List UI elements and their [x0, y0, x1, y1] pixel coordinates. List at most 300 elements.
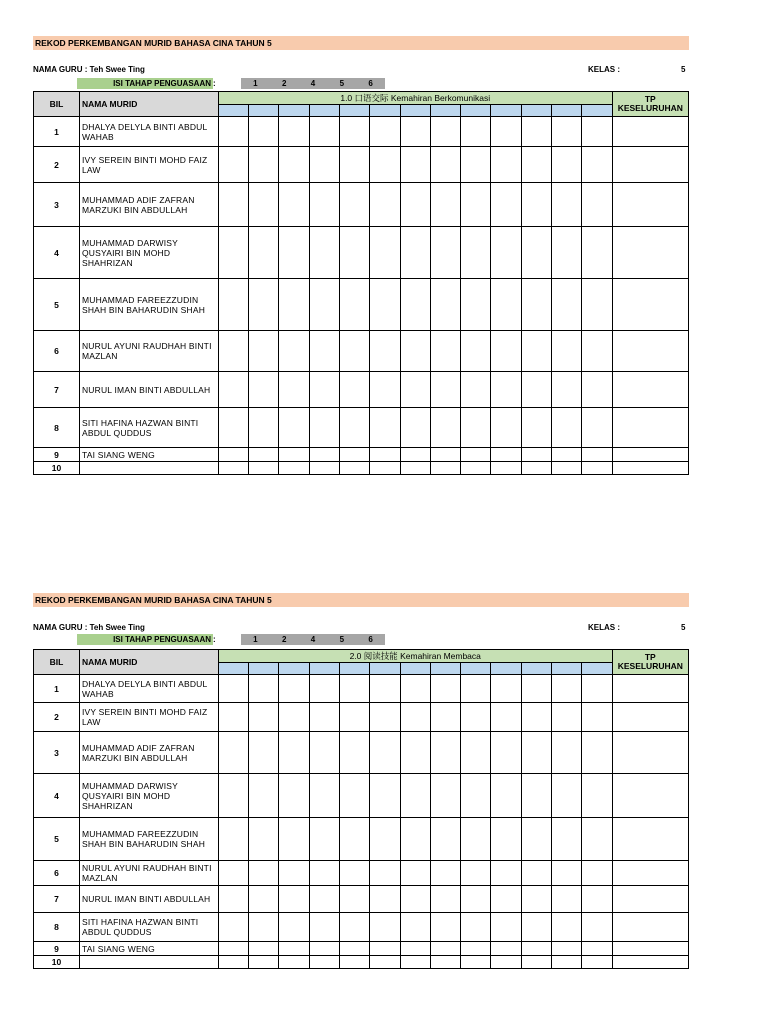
score-cell[interactable]: [582, 448, 612, 462]
score-cell[interactable]: [249, 818, 279, 861]
score-cell[interactable]: [309, 117, 339, 147]
score-cell[interactable]: [551, 774, 581, 818]
score-cell[interactable]: [249, 462, 279, 475]
sub-header-cell: [309, 105, 339, 117]
score-cell[interactable]: [521, 227, 551, 279]
col-header-tp: [612, 650, 688, 675]
score-cell[interactable]: [340, 117, 370, 147]
score-cell[interactable]: [461, 331, 491, 372]
score-cell[interactable]: [491, 703, 521, 732]
score-cell[interactable]: [551, 942, 581, 956]
score-cell[interactable]: [582, 183, 612, 227]
score-cell[interactable]: [400, 372, 430, 408]
score-cell[interactable]: [218, 732, 248, 774]
score-cell[interactable]: [430, 448, 460, 462]
score-cell[interactable]: [461, 913, 491, 942]
score-cell[interactable]: [370, 331, 400, 372]
score-cell[interactable]: [551, 956, 581, 969]
score-cell[interactable]: [461, 818, 491, 861]
score-cell[interactable]: [461, 675, 491, 703]
score-cell[interactable]: [309, 408, 339, 448]
score-cell[interactable]: [400, 462, 430, 475]
table-row: [34, 462, 689, 475]
score-cell[interactable]: [339, 675, 369, 703]
score-cell[interactable]: [249, 732, 279, 774]
score-cell[interactable]: [309, 372, 339, 408]
score-cell[interactable]: [279, 183, 309, 227]
score-cell[interactable]: [279, 462, 309, 475]
score-cell[interactable]: [218, 886, 248, 913]
score-cell[interactable]: [279, 774, 309, 818]
score-cell[interactable]: [551, 462, 581, 475]
score-cell[interactable]: [249, 331, 279, 372]
score-cell[interactable]: [249, 279, 279, 331]
score-cell[interactable]: [551, 183, 581, 227]
overall-score-cell[interactable]: [612, 913, 688, 942]
score-cell[interactable]: [582, 818, 612, 861]
score-cell[interactable]: [551, 117, 581, 147]
score-cell[interactable]: [491, 675, 521, 703]
class-value: 5: [681, 623, 686, 632]
score-cell[interactable]: [309, 279, 339, 331]
score-cell[interactable]: [218, 956, 248, 969]
score-cell[interactable]: [582, 408, 612, 448]
score-cell[interactable]: [551, 886, 581, 913]
score-cell[interactable]: [400, 703, 430, 732]
score-cell[interactable]: [521, 956, 551, 969]
score-cell[interactable]: [370, 279, 400, 331]
score-cell[interactable]: [218, 331, 248, 372]
overall-score-cell[interactable]: [612, 703, 688, 732]
score-cell[interactable]: [370, 861, 400, 886]
score-cell[interactable]: [309, 732, 339, 774]
score-cell[interactable]: [430, 462, 460, 475]
score-cell[interactable]: [309, 147, 339, 183]
score-cell[interactable]: [430, 732, 460, 774]
score-cell[interactable]: [279, 861, 309, 886]
score-cell[interactable]: [400, 675, 430, 703]
student-name: MUHAMMAD ADIF ZAFRAN MARZUKI BIN ABDULLAH: [79, 183, 218, 227]
score-cell[interactable]: [491, 183, 521, 227]
score-cell[interactable]: [430, 913, 460, 942]
score-cell[interactable]: [279, 117, 309, 147]
score-cell[interactable]: [430, 147, 460, 183]
level-value: 2: [281, 79, 287, 88]
score-cell[interactable]: [582, 462, 612, 475]
score-cell[interactable]: [551, 732, 581, 774]
score-cell[interactable]: [551, 818, 581, 861]
score-cell[interactable]: [370, 227, 400, 279]
score-cell[interactable]: [461, 886, 491, 913]
score-cell[interactable]: [582, 147, 612, 183]
score-cell[interactable]: [249, 183, 279, 227]
score-cell[interactable]: [249, 956, 279, 969]
score-cell[interactable]: [279, 942, 309, 956]
score-cell[interactable]: [370, 117, 400, 147]
sub-header-cell: [249, 663, 279, 675]
score-cell[interactable]: [218, 462, 248, 475]
score-cell[interactable]: [491, 279, 521, 331]
score-cell[interactable]: [370, 732, 400, 774]
teacher-name: NAMA GURU : Teh Swee Ting: [33, 65, 145, 74]
score-cell[interactable]: [551, 279, 581, 331]
score-cell[interactable]: [309, 462, 339, 475]
score-cell[interactable]: [430, 331, 460, 372]
overall-score-cell[interactable]: [612, 331, 688, 372]
score-cell[interactable]: [279, 703, 309, 732]
score-cell[interactable]: [279, 147, 309, 183]
score-cell[interactable]: [400, 774, 430, 818]
sub-header-cell: [430, 663, 460, 675]
score-cell[interactable]: [370, 818, 400, 861]
score-cell[interactable]: [582, 675, 612, 703]
score-cell[interactable]: [461, 183, 491, 227]
score-cell[interactable]: [551, 861, 581, 886]
score-cell[interactable]: [340, 408, 370, 448]
score-cell[interactable]: [430, 227, 460, 279]
score-cell[interactable]: [309, 448, 339, 462]
score-cell[interactable]: [218, 117, 248, 147]
score-cell[interactable]: [340, 227, 370, 279]
score-cell[interactable]: [279, 956, 309, 969]
score-cell[interactable]: [461, 942, 491, 956]
score-cell[interactable]: [491, 774, 521, 818]
score-cell[interactable]: [582, 703, 612, 732]
score-cell[interactable]: [370, 448, 400, 462]
score-cell[interactable]: [430, 818, 460, 861]
overall-score-cell[interactable]: [612, 183, 688, 227]
score-cell[interactable]: [582, 861, 612, 886]
score-cell[interactable]: [491, 408, 521, 448]
score-cell[interactable]: [521, 913, 551, 942]
score-cell[interactable]: [309, 774, 339, 818]
score-cell[interactable]: [400, 117, 430, 147]
score-cell[interactable]: [461, 956, 491, 969]
score-cell[interactable]: [249, 117, 279, 147]
score-cell[interactable]: [582, 886, 612, 913]
score-cell[interactable]: [430, 117, 460, 147]
score-cell[interactable]: [521, 703, 551, 732]
overall-score-cell[interactable]: [612, 448, 688, 462]
score-cell[interactable]: [249, 227, 279, 279]
score-cell[interactable]: [279, 408, 309, 448]
score-cell[interactable]: [430, 942, 460, 956]
score-cell[interactable]: [521, 818, 551, 861]
score-cell[interactable]: [430, 372, 460, 408]
score-cell[interactable]: [279, 448, 309, 462]
score-cell[interactable]: [400, 942, 430, 956]
score-cell[interactable]: [521, 279, 551, 331]
score-cell[interactable]: [491, 913, 521, 942]
score-cell[interactable]: [279, 279, 309, 331]
score-cell[interactable]: [279, 331, 309, 372]
score-cell[interactable]: [279, 227, 309, 279]
score-cell[interactable]: [339, 774, 369, 818]
score-cell[interactable]: [249, 408, 279, 448]
score-cell[interactable]: [430, 956, 460, 969]
score-cell[interactable]: [218, 227, 248, 279]
score-cell[interactable]: [370, 147, 400, 183]
score-cell[interactable]: [491, 462, 521, 475]
score-cell[interactable]: [370, 408, 400, 448]
score-cell[interactable]: [430, 861, 460, 886]
score-cell[interactable]: [491, 448, 521, 462]
overall-score-cell[interactable]: [612, 861, 688, 886]
score-cell[interactable]: [400, 279, 430, 331]
score-cell[interactable]: [370, 703, 400, 732]
score-cell[interactable]: [339, 913, 369, 942]
score-cell[interactable]: [279, 913, 309, 942]
score-cell[interactable]: [551, 675, 581, 703]
record-title: REKOD PERKEMBANGAN MURID BAHASA CINA TAHUN 5: [33, 593, 689, 607]
score-cell[interactable]: [340, 448, 370, 462]
score-cell[interactable]: [551, 408, 581, 448]
table-row: [34, 774, 689, 818]
score-cell[interactable]: [461, 462, 491, 475]
score-cell[interactable]: [400, 861, 430, 886]
score-cell[interactable]: [582, 942, 612, 956]
score-cell[interactable]: [279, 372, 309, 408]
score-cell[interactable]: [491, 861, 521, 886]
score-cell[interactable]: [249, 774, 279, 818]
score-cell[interactable]: [551, 913, 581, 942]
score-cell[interactable]: [249, 147, 279, 183]
sub-header-cell: [461, 663, 491, 675]
score-cell[interactable]: [521, 117, 551, 147]
score-cell[interactable]: [521, 942, 551, 956]
overall-score-cell[interactable]: [612, 675, 688, 703]
score-cell[interactable]: [249, 942, 279, 956]
table-row: [34, 408, 689, 448]
score-cell[interactable]: [309, 331, 339, 372]
score-cell[interactable]: [521, 861, 551, 886]
score-cell[interactable]: [309, 227, 339, 279]
overall-score-cell[interactable]: [612, 279, 688, 331]
score-cell[interactable]: [339, 956, 369, 969]
score-cell[interactable]: [430, 183, 460, 227]
record-table: [33, 91, 689, 475]
score-cell[interactable]: [491, 942, 521, 956]
score-cell[interactable]: [279, 732, 309, 774]
score-cell[interactable]: [521, 147, 551, 183]
score-cell[interactable]: [491, 331, 521, 372]
score-cell[interactable]: [430, 408, 460, 448]
score-cell[interactable]: [370, 942, 400, 956]
score-cell[interactable]: [218, 147, 248, 183]
score-cell[interactable]: [461, 147, 491, 183]
score-cell[interactable]: [491, 372, 521, 408]
score-cell[interactable]: [340, 279, 370, 331]
score-cell[interactable]: [430, 703, 460, 732]
score-cell[interactable]: [400, 331, 430, 372]
score-cell[interactable]: [339, 732, 369, 774]
score-cell[interactable]: [521, 331, 551, 372]
score-cell[interactable]: [491, 147, 521, 183]
score-cell[interactable]: [339, 942, 369, 956]
overall-score-cell[interactable]: [612, 227, 688, 279]
score-cell[interactable]: [521, 448, 551, 462]
score-cell[interactable]: [218, 183, 248, 227]
score-cell[interactable]: [339, 818, 369, 861]
score-cell[interactable]: [218, 818, 248, 861]
score-cell[interactable]: [461, 861, 491, 886]
table-row: [34, 147, 689, 183]
score-cell[interactable]: [430, 886, 460, 913]
score-cell[interactable]: [309, 913, 339, 942]
score-cell[interactable]: [370, 675, 400, 703]
score-cell[interactable]: [491, 818, 521, 861]
score-cell[interactable]: [370, 913, 400, 942]
score-cell[interactable]: [370, 462, 400, 475]
score-cell[interactable]: [491, 227, 521, 279]
score-cell[interactable]: [521, 408, 551, 448]
score-cell[interactable]: [218, 448, 248, 462]
score-cell[interactable]: [309, 675, 339, 703]
score-cell[interactable]: [400, 956, 430, 969]
score-cell[interactable]: [582, 913, 612, 942]
score-cell[interactable]: [309, 886, 339, 913]
score-cell[interactable]: [461, 279, 491, 331]
score-cell[interactable]: [551, 331, 581, 372]
overall-score-cell[interactable]: [612, 372, 688, 408]
score-cell[interactable]: [218, 372, 248, 408]
score-cell[interactable]: [249, 703, 279, 732]
overall-score-cell[interactable]: [612, 774, 688, 818]
score-cell[interactable]: [340, 183, 370, 227]
score-cell[interactable]: [582, 956, 612, 969]
score-cell[interactable]: [461, 227, 491, 279]
score-cell[interactable]: [249, 913, 279, 942]
score-cell[interactable]: [551, 227, 581, 279]
score-cell[interactable]: [400, 183, 430, 227]
overall-score-cell[interactable]: [612, 462, 688, 475]
score-cell[interactable]: [370, 183, 400, 227]
overall-score-cell[interactable]: [612, 117, 688, 147]
score-cell[interactable]: [218, 279, 248, 331]
score-cell[interactable]: [309, 956, 339, 969]
score-cell[interactable]: [521, 774, 551, 818]
score-cell[interactable]: [461, 117, 491, 147]
score-cell[interactable]: [461, 408, 491, 448]
score-cell[interactable]: [370, 774, 400, 818]
overall-score-cell[interactable]: [612, 818, 688, 861]
sub-header-cell: [370, 663, 400, 675]
overall-score-cell[interactable]: [612, 147, 688, 183]
score-cell[interactable]: [279, 818, 309, 861]
score-cell[interactable]: [218, 675, 248, 703]
score-cell[interactable]: [218, 913, 248, 942]
isi-tahap-label: ISI TAHAP PENGUASAAN: [77, 634, 213, 645]
score-cell[interactable]: [400, 448, 430, 462]
overall-score-cell[interactable]: [612, 408, 688, 448]
score-cell[interactable]: [249, 448, 279, 462]
score-cell[interactable]: [551, 448, 581, 462]
score-cell[interactable]: [400, 913, 430, 942]
score-cell[interactable]: [340, 147, 370, 183]
score-cell[interactable]: [309, 703, 339, 732]
score-cell[interactable]: [249, 886, 279, 913]
score-cell[interactable]: [582, 227, 612, 279]
score-cell[interactable]: [430, 279, 460, 331]
score-cell[interactable]: [309, 818, 339, 861]
score-cell[interactable]: [309, 861, 339, 886]
score-cell[interactable]: [340, 331, 370, 372]
score-cell[interactable]: [279, 675, 309, 703]
score-cell[interactable]: [551, 703, 581, 732]
overall-score-cell[interactable]: [612, 886, 688, 913]
score-cell[interactable]: [400, 732, 430, 774]
score-cell[interactable]: [340, 372, 370, 408]
score-cell[interactable]: [279, 886, 309, 913]
student-name: IVY SEREIN BINTI MOHD FAIZ LAW: [79, 703, 218, 732]
score-cell[interactable]: [491, 117, 521, 147]
score-cell[interactable]: [551, 147, 581, 183]
score-cell[interactable]: [370, 956, 400, 969]
score-cell[interactable]: [339, 703, 369, 732]
score-cell[interactable]: [218, 774, 248, 818]
score-cell[interactable]: [218, 408, 248, 448]
score-cell[interactable]: [430, 774, 460, 818]
overall-score-cell[interactable]: [612, 956, 688, 969]
score-cell[interactable]: [400, 227, 430, 279]
score-cell[interactable]: [461, 448, 491, 462]
score-cell[interactable]: [430, 675, 460, 703]
score-cell[interactable]: [461, 372, 491, 408]
overall-score-cell[interactable]: [612, 942, 688, 956]
score-cell[interactable]: [491, 732, 521, 774]
score-cell[interactable]: [521, 886, 551, 913]
score-cell[interactable]: [461, 732, 491, 774]
score-cell[interactable]: [249, 675, 279, 703]
level-value: 1: [253, 635, 258, 644]
score-cell[interactable]: [461, 703, 491, 732]
score-cell[interactable]: [400, 408, 430, 448]
score-cell[interactable]: [249, 861, 279, 886]
score-cell[interactable]: [582, 774, 612, 818]
score-cell[interactable]: [461, 774, 491, 818]
score-cell[interactable]: [340, 462, 370, 475]
score-cell[interactable]: [551, 372, 581, 408]
score-cell[interactable]: [370, 886, 400, 913]
score-cell[interactable]: [400, 147, 430, 183]
score-cell[interactable]: [400, 818, 430, 861]
score-cell[interactable]: [339, 886, 369, 913]
score-cell[interactable]: [309, 942, 339, 956]
score-cell[interactable]: [582, 732, 612, 774]
score-cell[interactable]: [370, 372, 400, 408]
score-cell[interactable]: [491, 886, 521, 913]
score-cell[interactable]: [582, 117, 612, 147]
score-cell[interactable]: [521, 462, 551, 475]
score-cell[interactable]: [582, 372, 612, 408]
overall-score-cell[interactable]: [612, 732, 688, 774]
score-cell[interactable]: [582, 331, 612, 372]
score-cell[interactable]: [249, 372, 279, 408]
score-cell[interactable]: [218, 861, 248, 886]
score-cell[interactable]: [218, 942, 248, 956]
level-value: 6: [368, 635, 373, 644]
score-cell[interactable]: [491, 956, 521, 969]
score-cell[interactable]: [521, 183, 551, 227]
score-cell[interactable]: [309, 183, 339, 227]
score-cell[interactable]: [339, 861, 369, 886]
score-cell[interactable]: [582, 279, 612, 331]
score-cell[interactable]: [521, 732, 551, 774]
score-cell[interactable]: [218, 703, 248, 732]
score-cell[interactable]: [400, 886, 430, 913]
score-cell[interactable]: [521, 675, 551, 703]
score-cell[interactable]: [521, 372, 551, 408]
